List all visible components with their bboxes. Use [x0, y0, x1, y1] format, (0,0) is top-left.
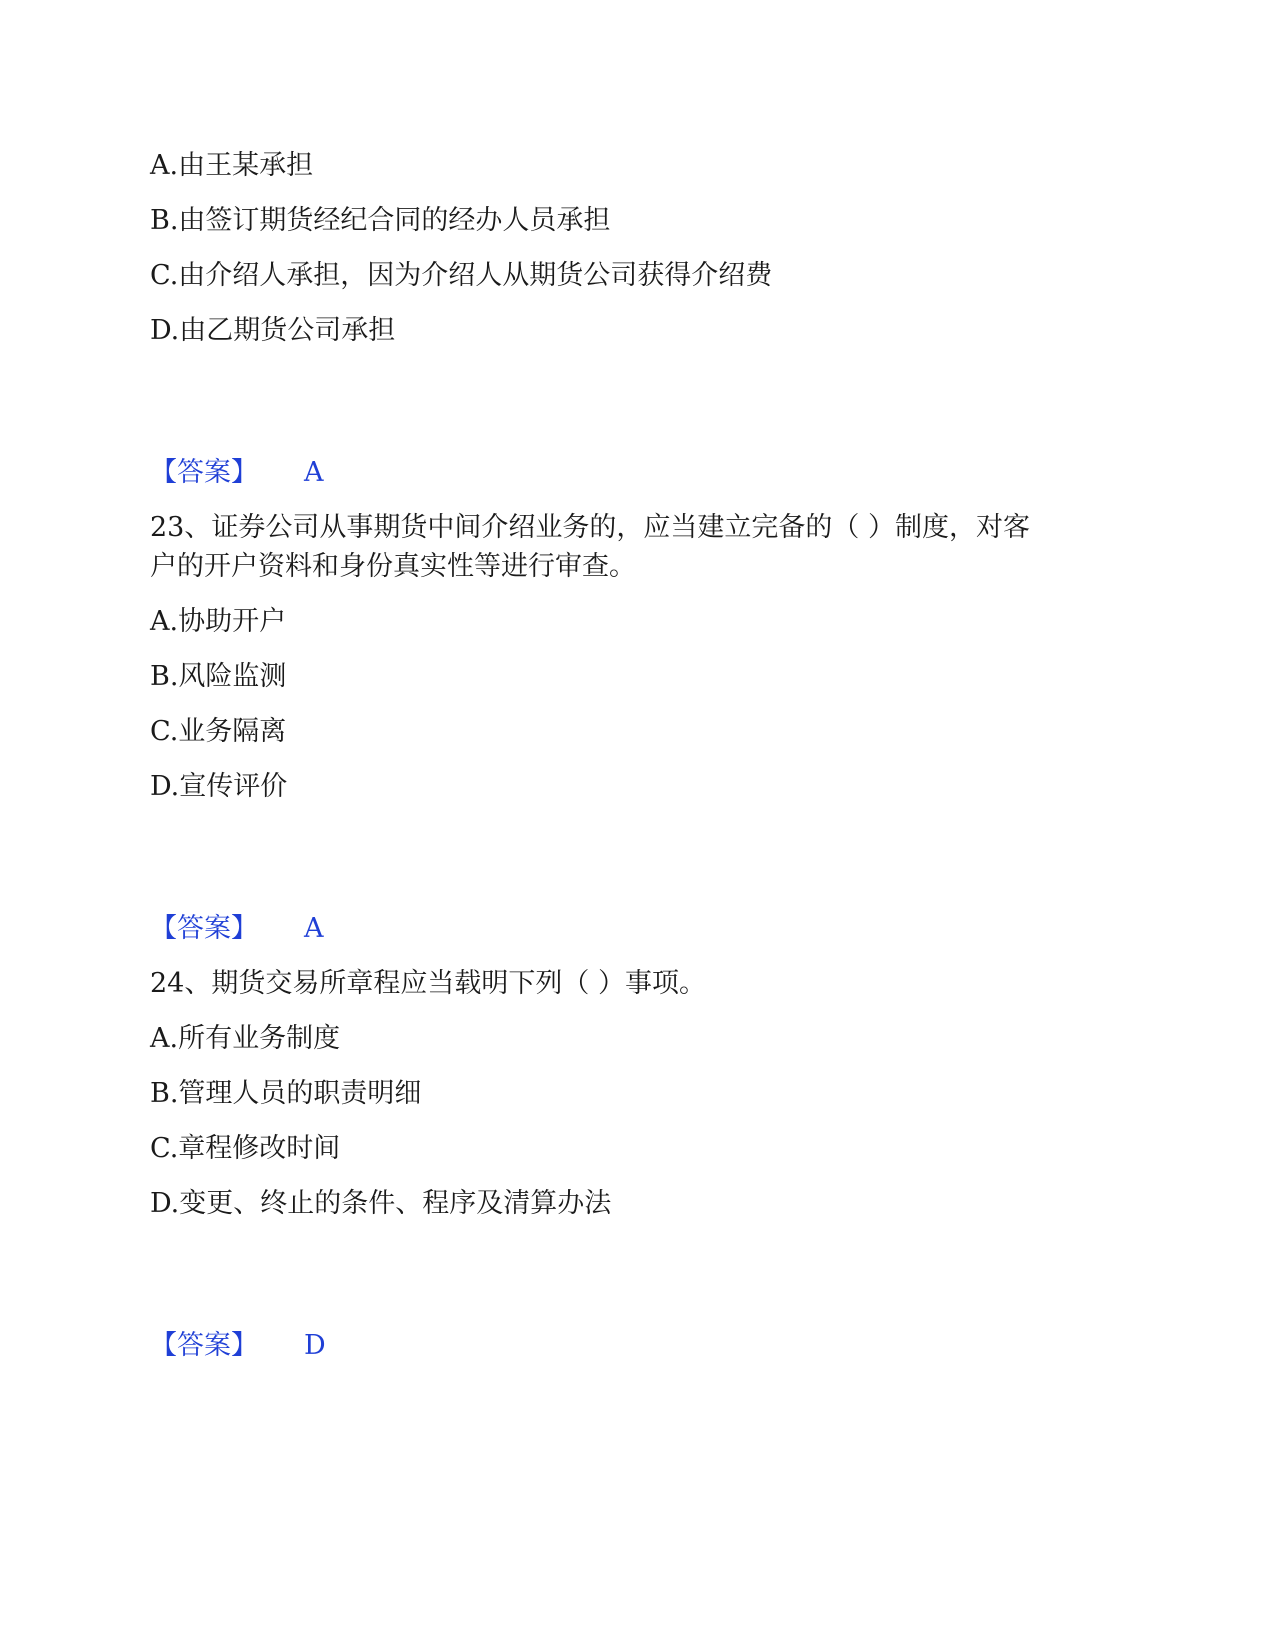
q22-answer	[150, 453, 324, 493]
q23-option-b: B.风险监测	[150, 661, 287, 692]
q24-stem: 24、期货交易所章程应当载明下列（ ）事项。	[150, 968, 706, 999]
q24-option-c: C.章程修改时间	[150, 1133, 341, 1164]
q24-option-b: B.管理人员的职责明细	[150, 1078, 422, 1109]
q22-option-d: D.由乙期货公司承担	[150, 315, 396, 346]
answer-label: 【答案】	[150, 1330, 258, 1361]
q22-option-c: C.由介绍人承担，因为介绍人从期货公司获得介绍费	[150, 260, 773, 291]
answer-value: D	[304, 1330, 326, 1361]
answer-value: A	[304, 913, 324, 944]
q23-option-d: D.宣传评价	[150, 771, 288, 802]
q23-stem-line1: 23、证券公司从事期货中间介绍业务的，应当建立完备的（ ）制度，对客	[150, 512, 1030, 543]
q23-option-a: A.协助开户	[150, 606, 287, 637]
q22-option-b: B.由签订期货经纪合同的经办人员承担	[150, 205, 611, 236]
answer-value: A	[304, 457, 324, 488]
answer-label: 【答案】	[150, 457, 258, 488]
q24-option-d: D.变更、终止的条件、程序及清算办法	[150, 1188, 612, 1219]
q23-stem-line2: 户的开户资料和身份真实性等进行审查。	[150, 551, 636, 582]
q23-option-c: C.业务隔离	[150, 716, 287, 747]
answer-label: 【答案】	[150, 913, 258, 944]
q22-option-a: A.由王某承担	[150, 150, 314, 181]
q24-answer	[150, 1326, 326, 1366]
q23-answer	[150, 909, 324, 949]
q24-option-a: A.所有业务制度	[150, 1023, 341, 1054]
